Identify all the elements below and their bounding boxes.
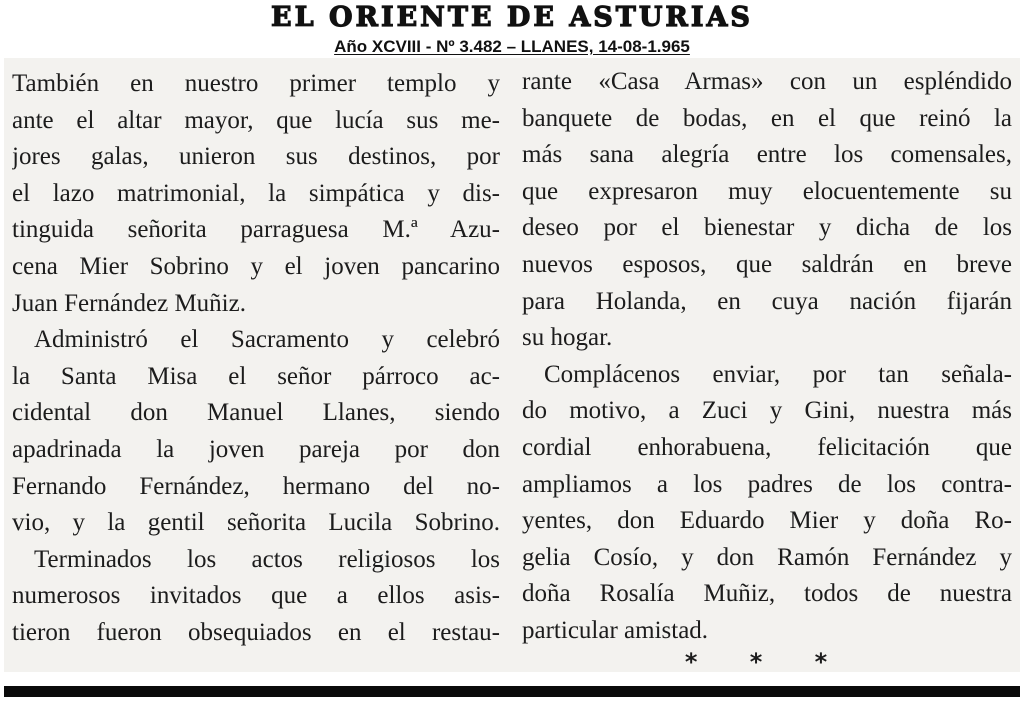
text-line: el lazo matrimonial, la simpática y dis- bbox=[12, 179, 500, 207]
text-line: yentes, don Eduardo Mier y doña Ro- bbox=[522, 507, 1012, 535]
newspaper-masthead: EL ORIENTE DE ASTURIAS bbox=[271, 2, 753, 33]
text-line: para Holanda, en cuya nación fijarán bbox=[522, 287, 1012, 315]
article-clipping bbox=[4, 58, 1020, 676]
article-left-column bbox=[12, 66, 500, 652]
text-line: deseo por el bienestar y dicha de los bbox=[522, 214, 1012, 242]
text-line: particular amistad. bbox=[522, 616, 709, 644]
text-line: la Santa Misa el señor párroco ac- bbox=[12, 362, 500, 390]
text-line: jores galas, unieron sus destinos, por bbox=[12, 143, 500, 171]
closing-asterisks: * * * bbox=[684, 648, 850, 676]
text-line: su hogar. bbox=[522, 324, 613, 352]
text-line: Complácenos enviar, por tan señala- bbox=[544, 360, 1012, 388]
text-line: tinguida señorita parraguesa M.ª Azu- bbox=[12, 216, 500, 244]
text-line: cidental don Manuel Llanes, siendo bbox=[12, 399, 500, 427]
text-line: gelia Cosío, y don Ramón Fernández y bbox=[522, 543, 1012, 571]
text-line: Terminados los actos religiosos los bbox=[34, 545, 500, 573]
text-line: También en nuestro primer templo y bbox=[12, 70, 500, 97]
text-line: Administró el Sacramento y celebró bbox=[34, 326, 500, 354]
issue-line-text: Año XCVIII - Nº 3.482 – LLANES, 14-08-1.965 bbox=[334, 37, 690, 56]
text-line: tieron fueron obsequiados en el restau- bbox=[12, 618, 500, 646]
text-line: do motivo, a Zuci y Gini, nuestra más bbox=[522, 397, 1012, 425]
text-line: vio, y la gentil señorita Lucila Sobrino. bbox=[12, 509, 500, 537]
text-line: que expresaron muy elocuentemente su bbox=[522, 177, 1012, 205]
bottom-rule bbox=[4, 686, 1020, 697]
article-right-column bbox=[522, 64, 1012, 650]
text-line: doña Rosalía Muñiz, todos de nuestra bbox=[522, 580, 1012, 608]
text-line: Juan Fernández Muñiz. bbox=[12, 289, 246, 317]
text-line: banquete de bodas, en el que reinó la bbox=[522, 104, 1012, 132]
text-line: Fernando Fernández, hermano del no- bbox=[12, 472, 500, 500]
text-line: apadrinada la joven pareja por don bbox=[12, 435, 500, 463]
text-line: cordial enhorabuena, felicitación que bbox=[522, 433, 1012, 461]
text-line: ampliamos a los padres de los contra- bbox=[522, 470, 1012, 498]
text-line: ante el altar mayor, que lucía sus me- bbox=[12, 106, 500, 134]
text-line: rante «Casa Armas» con un espléndido bbox=[522, 68, 1012, 95]
issue-line bbox=[0, 36, 1024, 58]
text-line: numerosos invitados que a ellos asis- bbox=[12, 582, 500, 610]
text-line: nuevos esposos, que saldrán en breve bbox=[522, 250, 1012, 278]
text-line: más sana alegría entre los comensales, bbox=[522, 141, 1012, 169]
text-line: cena Mier Sobrino y el joven pancarino bbox=[12, 252, 500, 280]
